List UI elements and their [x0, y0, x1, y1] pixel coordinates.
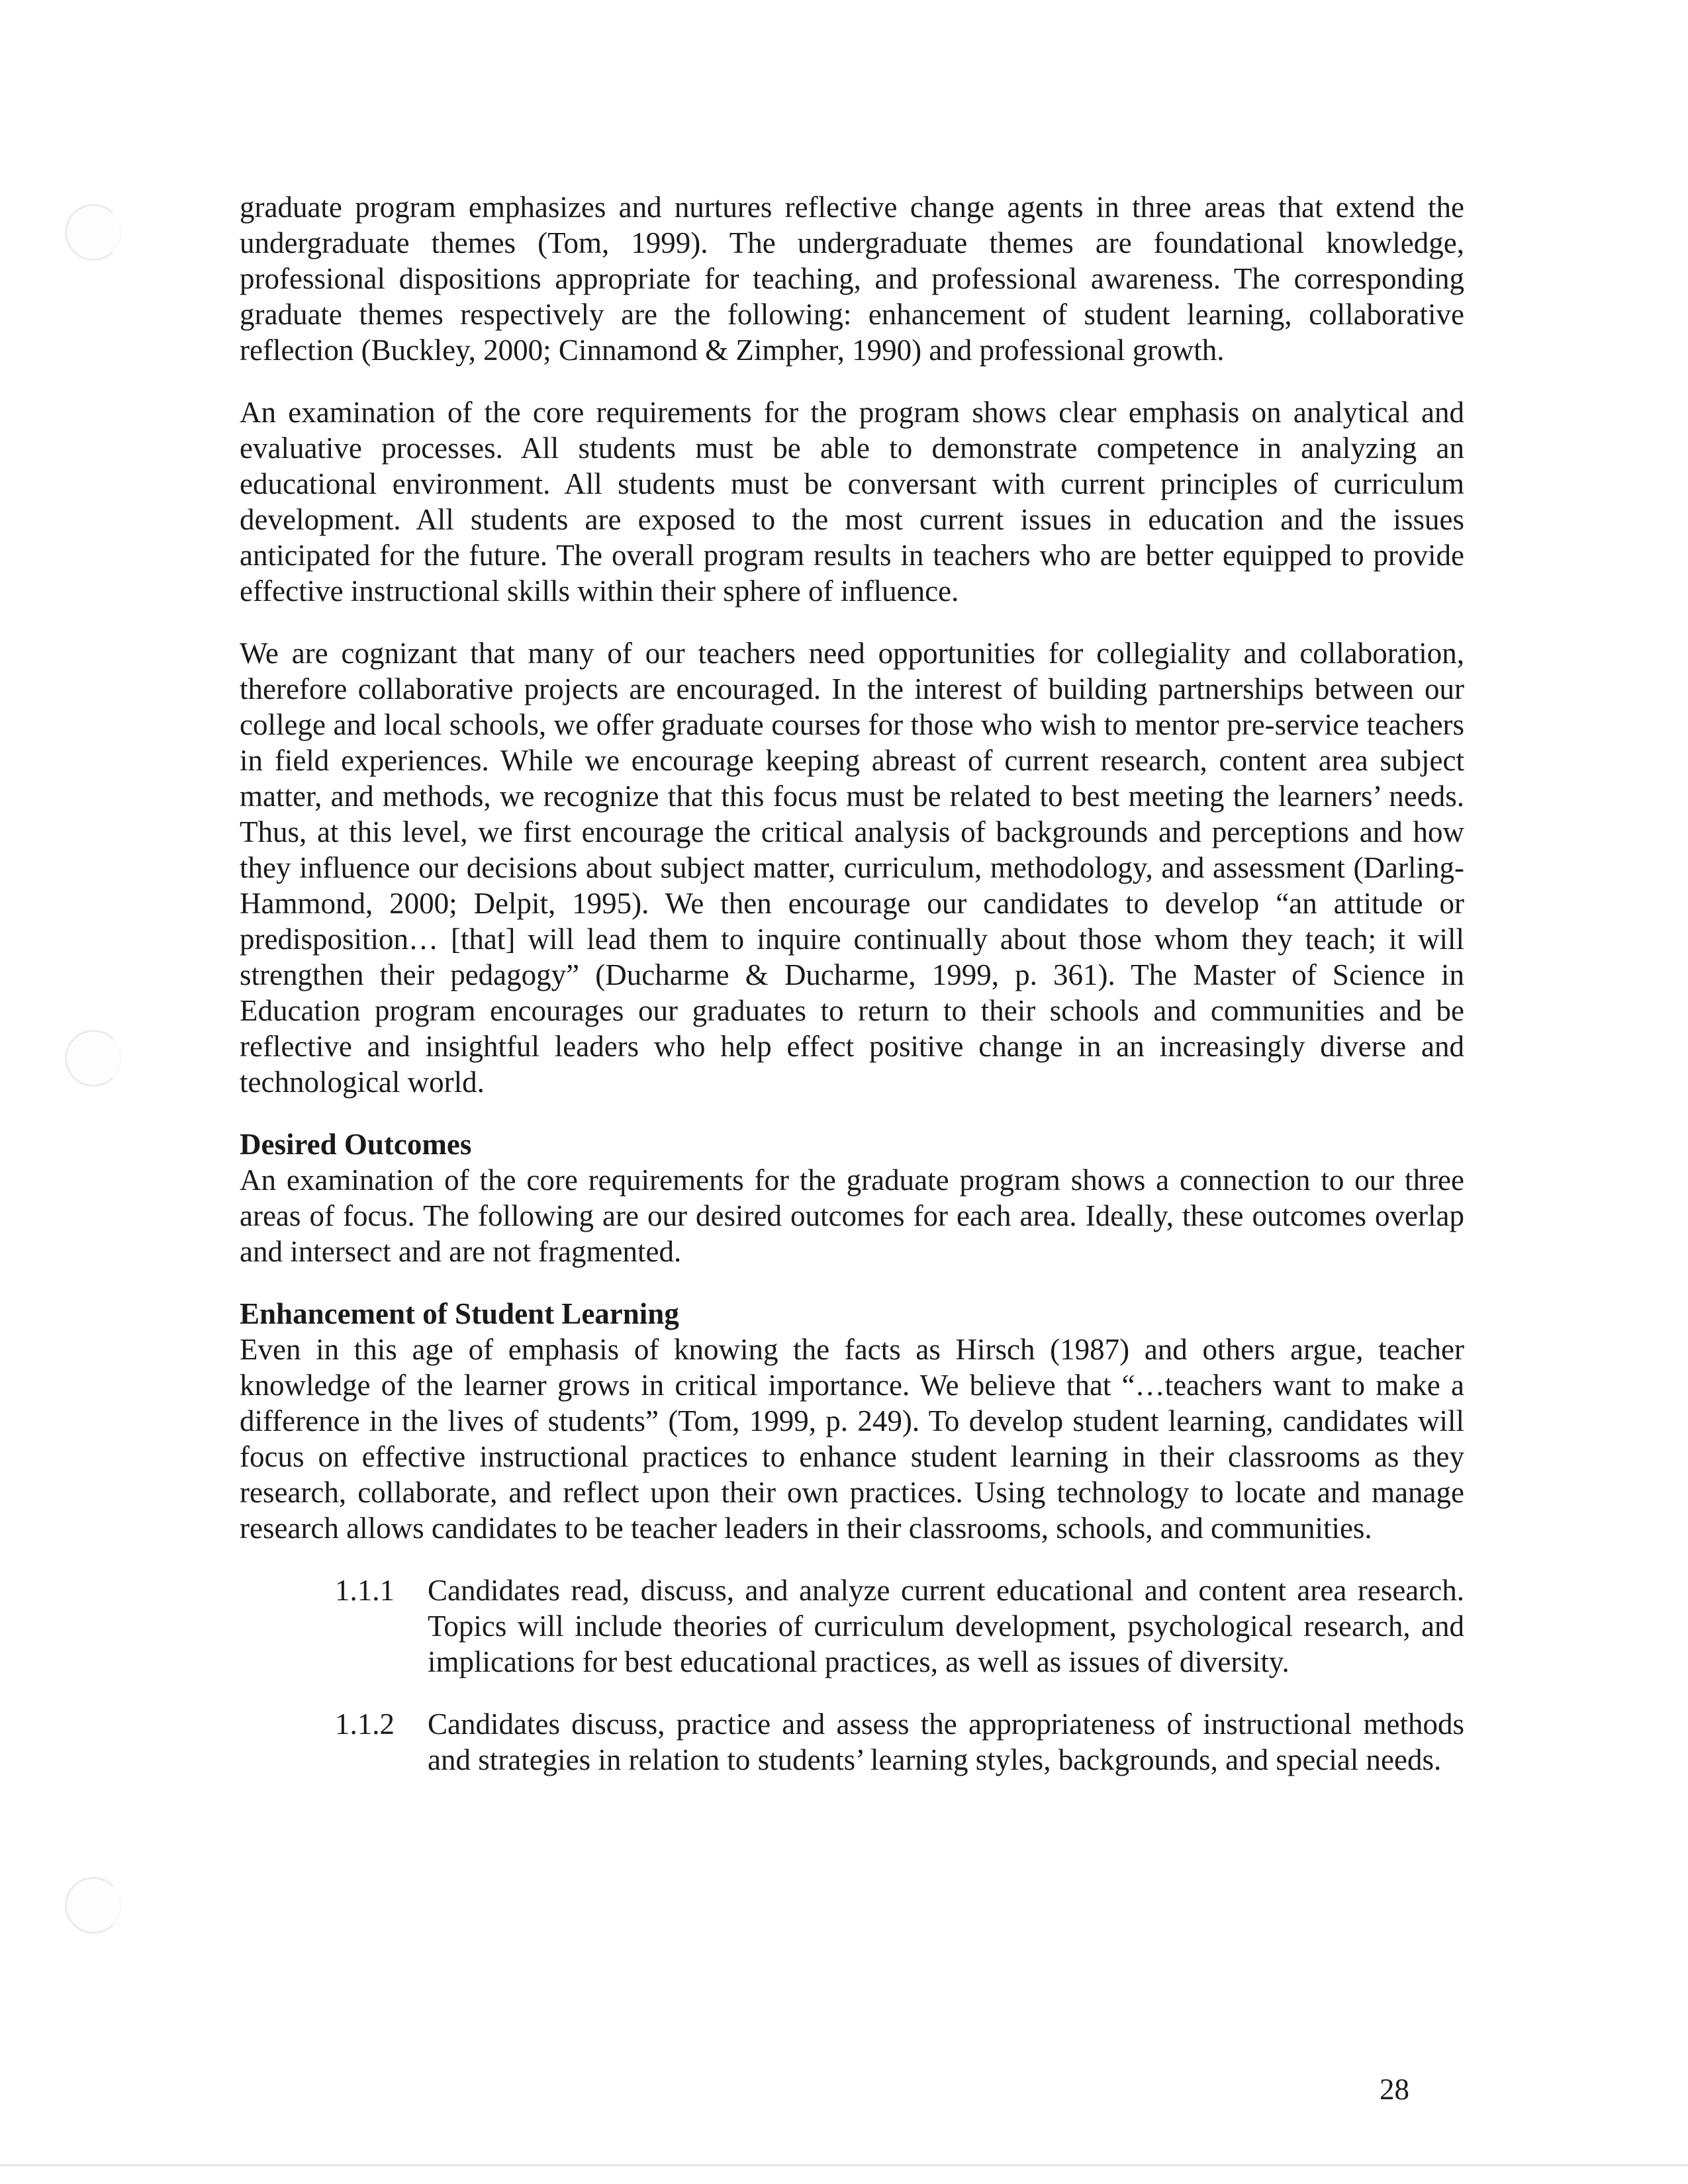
page-number: 28: [1380, 2073, 1409, 2106]
paragraph: We are cognizant that many of our teachers need opportunities for collegiality and collaboration, therefore collaborative projects are encouraged. In the interest of building partnerships between our college and local schools, we offer graduate courses for those who wish to mentor pre-service teachers in field experiences. While we encourage keeping abreast of current research, content area subject matter, and methods, we recognize that this focus must be related to best meeting the learners’ needs. Thus, at this level, we first encourage the critical analysis of backgrounds and perceptions and how they influence our decisions about subject matter, curriculum, methodology, and assessment (Darling-Hammond, 2000; Delpit, 1995). We then encourage our candidates to develop “an attitude or predisposition… [that] will lead them to inquire continually about those whom they teach; it will strengthen their pedagogy” (Ducharme & Ducharme, 1999, p. 361). The Master of Science in Education program encourages our graduates to return to their schools and communities and be reflective and insightful leaders who help effect positive change in an increasingly diverse and technological world.: [240, 637, 1464, 1099]
hole-punch-mark: [65, 1877, 122, 1934]
outcome-number: 1.1.2: [335, 1707, 395, 1741]
paragraph: An examination of the core requirements for the program shows clear emphasis on analytical and evaluative processes. All students must be able to demonstrate competence in analyzing an educational environment. All students must be conversant with current principles of curriculum development. All students are exposed to the most current issues in education and the issues anticipated for the future. The overall program results in teachers who are better equipped to provide effective instructional skills within their sphere of influence.: [240, 396, 1464, 608]
outcome-item: [335, 1706, 1464, 1778]
section-paragraph: Even in this age of emphasis of knowing the facts as Hirsch (1987) and others argue, teacher knowledge of the learner grows in critical importance. We believe that “…teachers want to make a difference in the lives of students” (Tom, 1999, p. 249). To develop student learning, candidates will focus on effective instructional practices to enhance student learning in their classrooms as they research, collaborate, and reflect upon their own practices. Using technology to locate and manage research allows candidates to be teacher leaders in their classrooms, schools, and communities.: [240, 1333, 1464, 1545]
outcome-text: Candidates read, discuss, and analyze current educational and content area research. Topics will include theories of curriculum development, psychological research, and implications for best educational practices, as well as issues of diversity.: [428, 1574, 1464, 1678]
paragraph: graduate program emphasizes and nurtures reflective change agents in three areas that extend the undergraduate themes (Tom, 1999). The undergraduate themes are foundational knowledge, professional dispositions appropriate for teaching, and professional awareness. The corresponding graduate themes respectively are the following: enhancement of student learning, collaborative reflection (Buckley, 2000; Cinnamond & Zimpher, 1990) and professional growth.: [240, 191, 1464, 367]
section-heading-enhancement: Enhancement of Student Learning: [240, 1297, 679, 1330]
section-paragraph: An examination of the core requirements for the graduate program shows a connection to our three areas of focus. The following are our desired outcomes for each area. Ideally, these outcomes overlap and intersect and are not fragmented.: [240, 1163, 1464, 1268]
body-text: [240, 189, 1464, 1804]
outcome-text: Candidates discuss, practice and assess the appropriateness of instructional methods and strategies in relation to students’ learning styles, backgrounds, and special needs.: [428, 1707, 1464, 1776]
scan-edge-line: [0, 2164, 1688, 2166]
hole-punch-mark: [65, 1030, 122, 1087]
outcome-item: [335, 1572, 1464, 1680]
hole-punch-mark: [65, 204, 122, 261]
outcome-number: 1.1.1: [335, 1574, 395, 1607]
section-heading-desired-outcomes: Desired Outcomes: [240, 1128, 472, 1161]
